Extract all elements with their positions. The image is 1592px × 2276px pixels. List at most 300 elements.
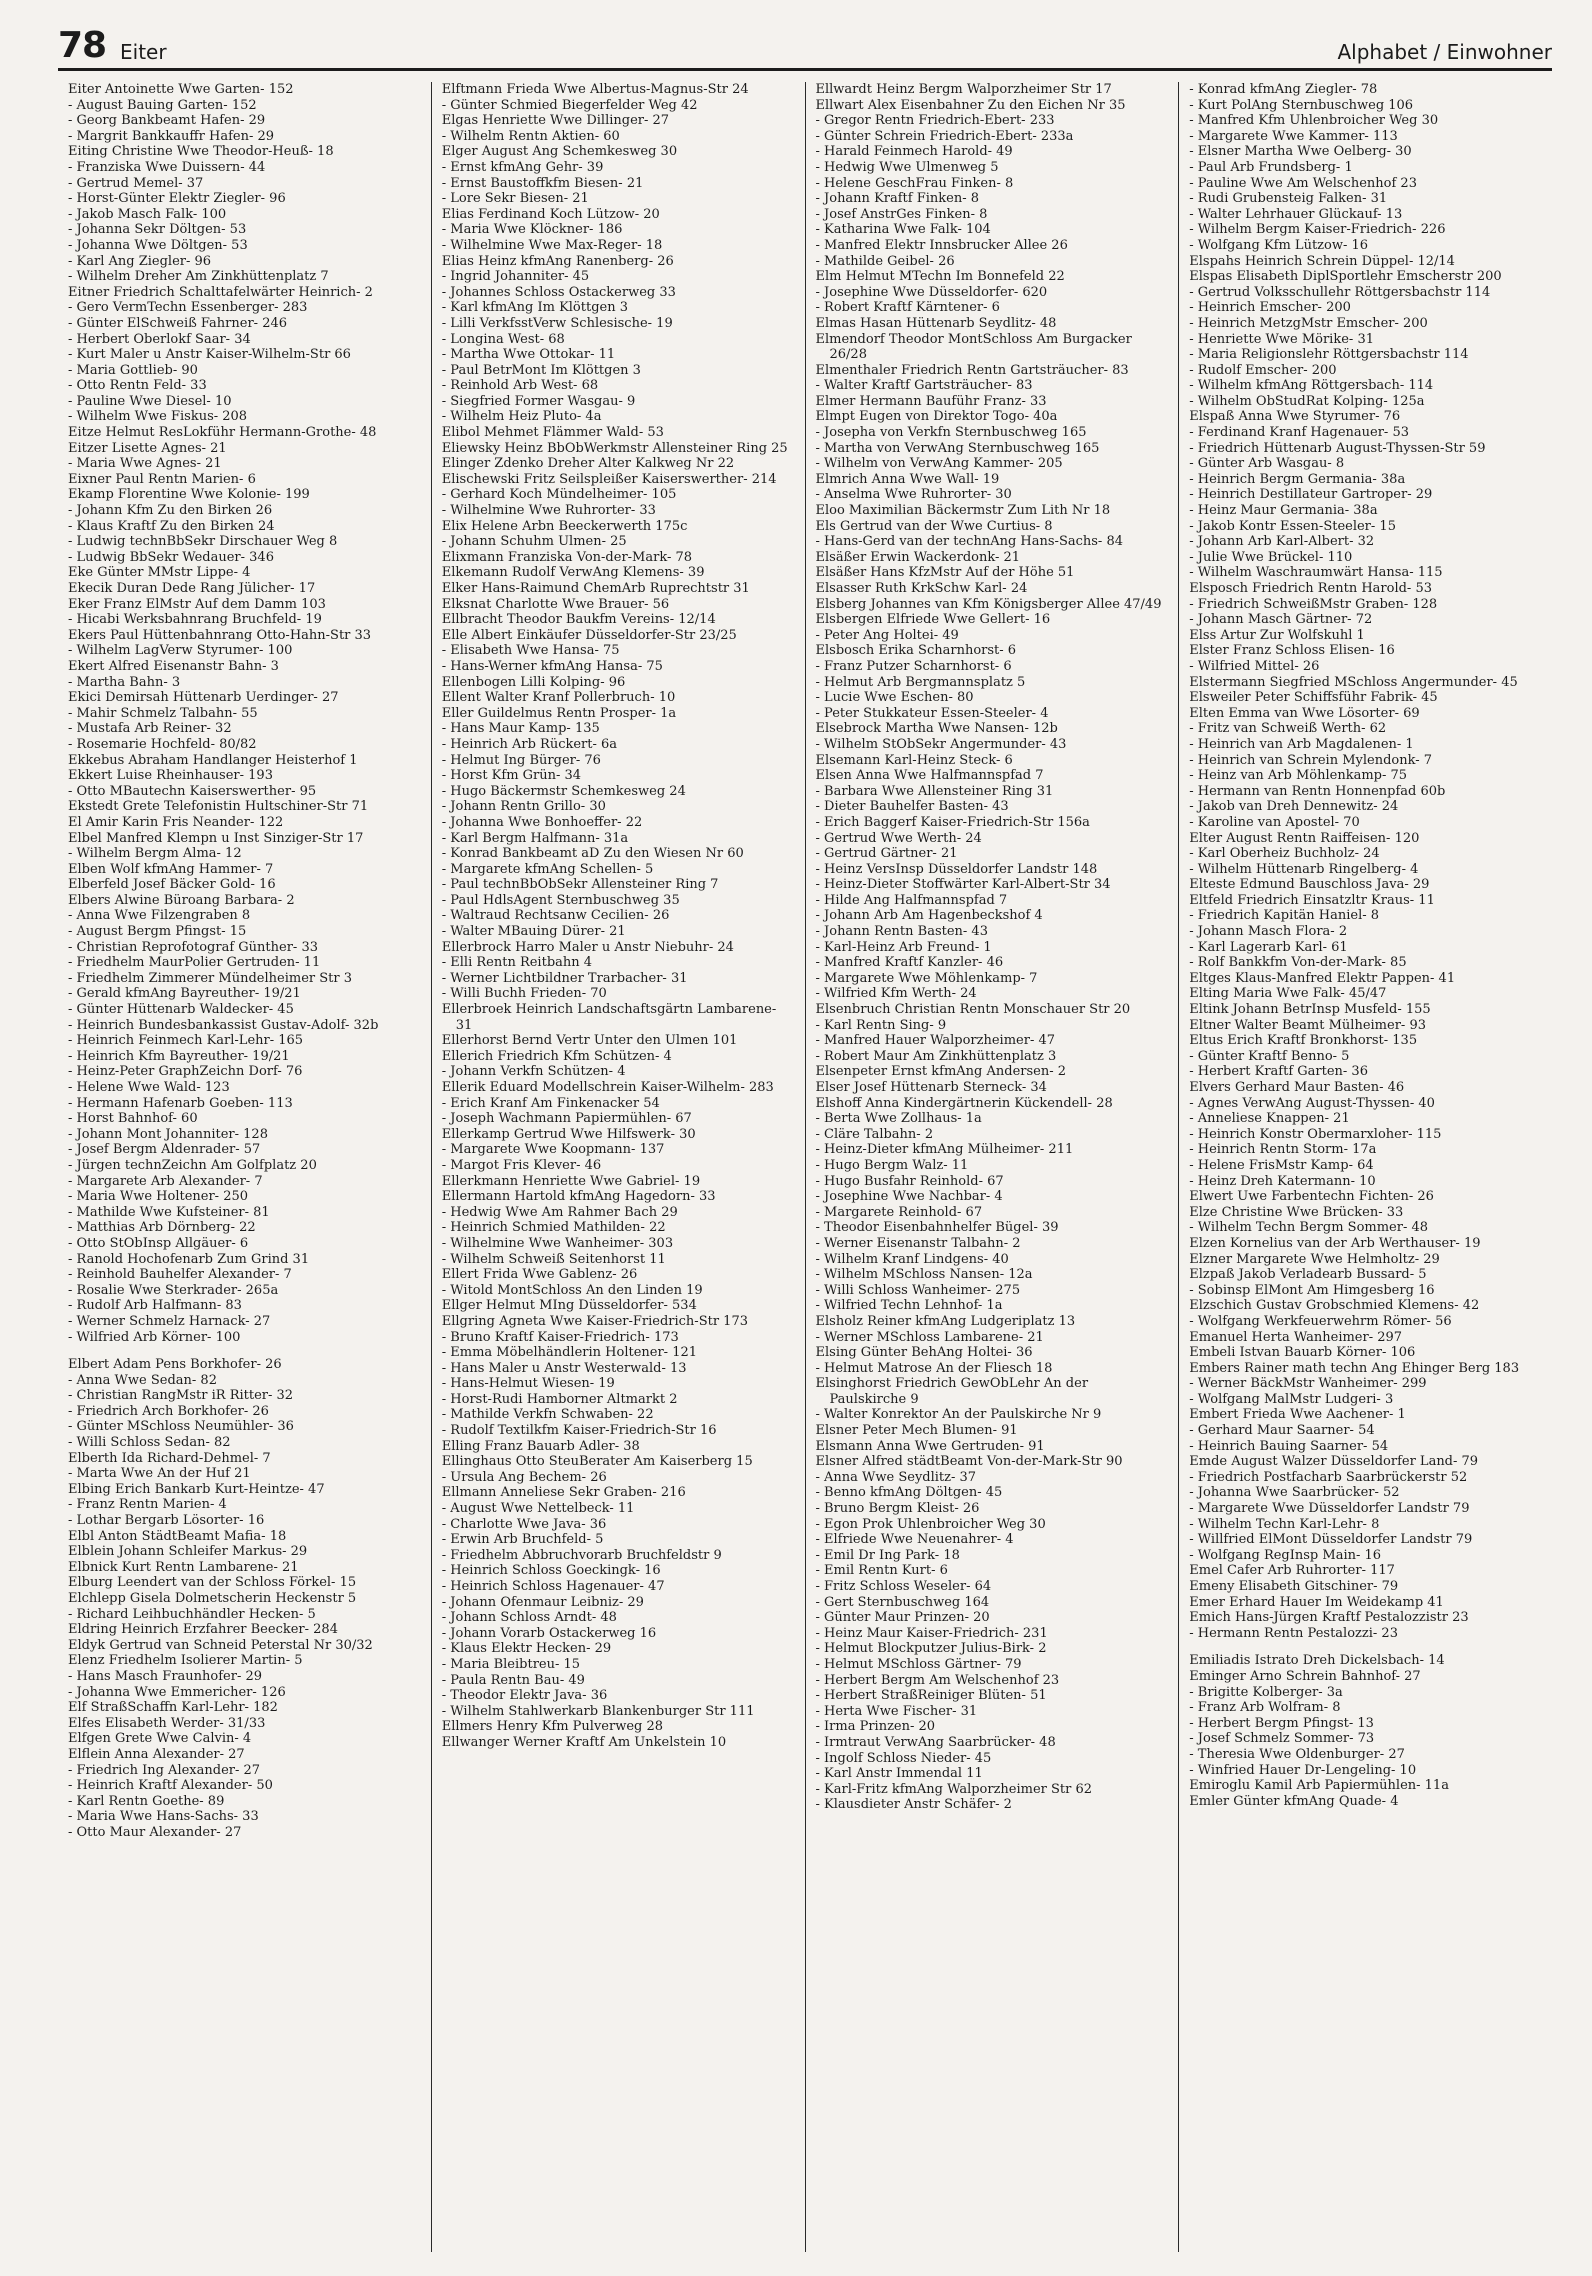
- directory-sub-entry: - Martha Bahn- 3: [68, 674, 181, 690]
- directory-sub-entry: - Josef Schmelz Sommer- 73: [1189, 1731, 1375, 1747]
- directory-entry: Elkemann Rudolf VerwAng Klemens- 39: [441, 565, 705, 581]
- directory-sub-entry: - Heinrich Emscher- 200: [1189, 300, 1351, 316]
- directory-sub-entry: - Heinrich Bergm Germania- 38a: [1189, 471, 1406, 487]
- directory-entry: Elberth Ida Richard-Dehmel- 7: [68, 1450, 271, 1466]
- directory-sub-entry: - Hicabi Werksbahnrang Bruchfeld- 19: [68, 612, 322, 628]
- directory-sub-entry: - Paula Rentn Bau- 49: [441, 1672, 585, 1688]
- directory-sub-entry: - Hermann Rentn Pestalozzi- 23: [1189, 1625, 1398, 1641]
- directory-entry: Elbel Manfred Klempn u Inst Sinziger-Str 17: [68, 830, 364, 846]
- directory-entry: Ekici Demirsah Hüttenarb Uerdinger- 27: [68, 690, 339, 706]
- directory-sub-entry: - Karl Oberheiz Buchholz- 24: [1189, 846, 1380, 862]
- directory-sub-entry: - Wilhelm Kranf Lindgens- 40: [815, 1251, 1009, 1267]
- directory-sub-entry: - Hedwig Wwe Ulmenweg 5: [815, 159, 999, 175]
- directory-sub-entry: - Wilhelm MSchloss Nansen- 12a: [815, 1267, 1033, 1283]
- directory-sub-entry: - Barbara Wwe Allensteiner Ring 31: [815, 783, 1054, 799]
- directory-entry: Elinger Zdenko Dreher Alter Kalkweg Nr 22: [441, 456, 735, 472]
- directory-entry: Elftmann Frieda Wwe Albertus-Magnus-Str 24: [441, 82, 749, 97]
- directory-entry: Ellinghaus Otto SteuBerater Am Kaiserberg 15: [441, 1454, 753, 1470]
- directory-sub-entry: - Johann Arb Karl-Albert- 32: [1189, 534, 1375, 550]
- directory-sub-entry: - Paul HdlsAgent Sternbuschweg 35: [441, 892, 680, 908]
- directory-entry: Elger August Ang Schemkesweg 30: [441, 144, 678, 160]
- directory-entry: Elspaß Anna Wwe Styrumer- 76: [1189, 409, 1401, 425]
- directory-entry: Ellerhorst Bernd Vertr Unter den Ulmen 101: [441, 1033, 738, 1049]
- directory-sub-entry: - Johann Rentn Grillo- 30: [441, 799, 606, 815]
- directory-sub-entry: - Siegfried Former Wasgau- 9: [441, 393, 636, 409]
- directory-sub-entry: - Manfred Kfm Uhlenbroicher Weg 30: [1189, 113, 1439, 129]
- directory-entry: Eitner Friedrich Schalttafelwärter Heinrich- 2: [68, 284, 373, 300]
- entry-gap: [1189, 1641, 1542, 1653]
- directory-entry: Ellwart Alex Eisenbahner Zu den Eichen Nr 35: [815, 97, 1126, 113]
- directory-entry: Ellgring Agneta Wwe Kaiser-Friedrich-Str 173: [441, 1313, 748, 1329]
- directory-entry: Elias Ferdinand Koch Lützow- 20: [441, 206, 660, 222]
- directory-sub-entry: - Heinrich Destillateur Gartroper- 29: [1189, 487, 1433, 503]
- directory-sub-entry: - Christian Reprofotograf Günther- 33: [68, 939, 318, 955]
- directory-sub-entry: - Wilhelmine Wwe Max-Reger- 18: [441, 237, 663, 253]
- directory-entry: Eitzer Lisette Agnes- 21: [68, 440, 227, 456]
- directory-sub-entry: - Otto MBautechn Kaiserswerther- 95: [68, 783, 317, 799]
- directory-entry: Elsing Günter BehAng Holtei- 36: [815, 1345, 1033, 1361]
- directory-sub-entry: - Wilhelm Stahlwerkarb Blankenburger Str 111: [441, 1703, 755, 1719]
- directory-entry: Elsäßer Erwin Wackerdonk- 21: [815, 549, 1021, 565]
- directory-entry: Elze Christine Wwe Brücken- 33: [1189, 1204, 1404, 1220]
- directory-sub-entry: - Reinhold Bauhelfer Alexander- 7: [68, 1267, 292, 1283]
- directory-sub-entry: - Herbert Oberlokf Saar- 34: [68, 331, 251, 347]
- directory-sub-entry: - Maria Gottlieb- 90: [68, 362, 198, 378]
- directory-sub-entry: - Helmut Arb Bergmannsplatz 5: [815, 674, 1026, 690]
- directory-sub-entry: - Josef Bergm Aldenrader- 57: [68, 1142, 261, 1158]
- directory-sub-entry: - Rolf Bankkfm Von-der-Mark- 85: [1189, 955, 1407, 971]
- directory-sub-entry: - Gertrud Gärtner- 21: [815, 846, 958, 862]
- directory-sub-entry: - Ingrid Johanniter- 45: [441, 269, 590, 285]
- directory-sub-entry: - Gregor Rentn Friedrich-Ebert- 233: [815, 113, 1055, 129]
- directory-sub-entry: - Mahir Schmelz Talbahn- 55: [68, 705, 258, 721]
- directory-sub-entry: - Henriette Wwe Mörike- 31: [1189, 331, 1374, 347]
- directory-sub-entry: - Richard Leihbuchhändler Hecken- 5: [68, 1606, 316, 1622]
- directory-sub-entry: - Friedhelm Abbruchvorarb Bruchfeldstr 9: [441, 1547, 722, 1563]
- directory-entry: Emiroglu Kamil Arb Papiermühlen- 11a: [1189, 1778, 1449, 1794]
- directory-sub-entry: - Wolfgang Kfm Lützow- 16: [1189, 237, 1369, 253]
- directory-sub-entry: - Mustafa Arb Reiner- 32: [68, 721, 232, 737]
- directory-sub-entry: - Heinrich Konstr Obermarxloher- 115: [1189, 1126, 1442, 1142]
- directory-entry: Els Gertrud van der Wwe Curtius- 8: [815, 518, 1053, 534]
- directory-sub-entry: - Charlotte Wwe Java- 36: [441, 1516, 607, 1532]
- directory-sub-entry: - Robert Kraftf Kärntener- 6: [815, 300, 1000, 316]
- directory-sub-entry: - Friedhelm Zimmerer Mündelheimer Str 3: [68, 970, 352, 986]
- directory-sub-entry: - Lilli VerkfsstVerw Schlesische- 19: [441, 315, 673, 331]
- directory-entry: Ellerbroek Heinrich Landschaftsgärtn Lambarene- 31: [441, 1002, 777, 1033]
- directory-sub-entry: - Wilhelm Schweiß Seitenhorst 11: [441, 1251, 666, 1267]
- directory-sub-entry: - Winfried Hauer Dr-Lengeling- 10: [1189, 1762, 1417, 1778]
- directory-sub-entry: - Harald Feinmech Harold- 49: [815, 144, 1013, 160]
- directory-entry: Elberfeld Josef Bäcker Gold- 16: [68, 877, 276, 893]
- directory-sub-entry: - Franz Rentn Marien- 4: [68, 1497, 227, 1513]
- directory-sub-entry: - Franz Putzer Scharnhorst- 6: [815, 658, 1012, 674]
- directory-sub-entry: - Hermann van Rentn Honnenpfad 60b: [1189, 783, 1446, 799]
- directory-sub-entry: - Egon Prok Uhlenbroicher Weg 30: [815, 1516, 1046, 1532]
- directory-sub-entry: - Margrit Bankkauffr Hafen- 29: [68, 128, 275, 144]
- directory-sub-entry: - Paul technBbObSekr Allensteiner Ring 7: [441, 877, 719, 893]
- directory-sub-entry: - Katharina Wwe Falk- 104: [815, 222, 991, 238]
- directory-columns: [58, 82, 1552, 2252]
- directory-sub-entry: - Gert Sternbuschweg 164: [815, 1594, 990, 1610]
- directory-entry: Ekkebus Abraham Handlanger Heisterhof 1: [68, 752, 358, 768]
- directory-sub-entry: - Gertrud Volksschullehr Röttgersbachstr 114: [1189, 284, 1491, 300]
- directory-entry: Elstermann Siegfried MSchloss Angermunder- 45: [1189, 674, 1518, 690]
- directory-sub-entry: - Jakob Masch Falk- 100: [68, 206, 227, 222]
- directory-sub-entry: - Wilfried Kfm Werth- 24: [815, 986, 977, 1002]
- directory-sub-entry: - Kurt PolAng Sternbuschweg 106: [1189, 97, 1414, 113]
- directory-sub-entry: - Pauline Wwe Am Welschenhof 23: [1189, 175, 1417, 191]
- directory-sub-entry: - Wilhelm Waschraumwärt Hansa- 115: [1189, 565, 1443, 581]
- directory-sub-entry: - Heinrich Feinmech Karl-Lehr- 165: [68, 1033, 304, 1049]
- directory-sub-entry: - Karl Rentn Sing- 9: [815, 1017, 947, 1033]
- directory-sub-entry: - Karl Lagerarb Karl- 61: [1189, 939, 1348, 955]
- directory-sub-entry: - Christian RangMstr iR Ritter- 32: [68, 1388, 294, 1404]
- directory-entry: Elteste Edmund Bauschloss Java- 29: [1189, 877, 1430, 893]
- directory-sub-entry: - Elli Rentn Reitbahn 4: [441, 955, 593, 971]
- directory-sub-entry: - Konrad kfmAng Ziegler- 78: [1189, 82, 1378, 97]
- directory-entry: Emich Hans-Jürgen Kraftf Pestalozzistr 23: [1189, 1610, 1469, 1626]
- directory-sub-entry: - Ludwig technBbSekr Dirschauer Weg 8: [68, 534, 338, 550]
- directory-entry: Eminger Arno Schrein Bahnhof- 27: [1189, 1668, 1421, 1684]
- directory-entry: Elss Artur Zur Wolfskuhl 1: [1189, 627, 1365, 643]
- directory-sub-entry: - Elisabeth Wwe Hansa- 75: [441, 643, 620, 659]
- directory-sub-entry: - Wilfried Arb Körner- 100: [68, 1329, 241, 1345]
- directory-sub-entry: - Waltraud Rechtsanw Cecilien- 26: [441, 908, 670, 924]
- directory-sub-entry: - Gerhard Koch Mündelheimer- 105: [441, 487, 677, 503]
- directory-sub-entry: - Margarete Wwe Koopmann- 137: [441, 1142, 665, 1158]
- directory-entry: Elm Helmut MTechn Im Bonnefeld 22: [815, 269, 1065, 285]
- directory-sub-entry: - Johann Ofenmaur Leibniz- 29: [441, 1594, 644, 1610]
- directory-entry: Ellent Walter Kranf Pollerbruch- 10: [441, 690, 676, 706]
- directory-entry: Elsenbruch Christian Rentn Monschauer Str 20: [815, 1002, 1131, 1018]
- directory-entry: Ellermann Hartold kfmAng Hagedorn- 33: [441, 1189, 716, 1205]
- directory-entry: Elsbergen Elfriede Wwe Gellert- 16: [815, 612, 1051, 628]
- directory-entry: Elburg Leendert van der Schloss Förkel- 15: [68, 1575, 357, 1591]
- directory-sub-entry: - Otto Rentn Feld- 33: [68, 378, 207, 394]
- directory-entry: Embers Rainer math techn Ang Ehinger Berg 183: [1189, 1360, 1520, 1376]
- directory-sub-entry: - Lore Sekr Biesen- 21: [441, 191, 589, 207]
- directory-sub-entry: - Rudolf Emscher- 200: [1189, 362, 1337, 378]
- directory-sub-entry: - Ernst kfmAng Gehr- 39: [441, 159, 604, 175]
- directory-sub-entry: - Karl Ang Ziegler- 96: [68, 253, 212, 269]
- directory-sub-entry: - Johann Arb Am Hagenbeckshof 4: [815, 908, 1043, 924]
- directory-sub-entry: - Heinz-Dieter kfmAng Mülheimer- 211: [815, 1142, 1074, 1158]
- directory-entry: Ellbracht Theodor Baukfm Vereins- 12/14: [441, 612, 716, 628]
- directory-entry: Elster Franz Schloss Elisen- 16: [1189, 643, 1395, 659]
- directory-entry: Elf StraßSchaffn Karl-Lehr- 182: [68, 1700, 278, 1716]
- directory-entry: Emer Erhard Hauer Im Weidekamp 41: [1189, 1594, 1444, 1610]
- directory-sub-entry: - Heinz Maur Germania- 38a: [1189, 503, 1378, 519]
- directory-sub-entry: - Martha Wwe Ottokar- 11: [441, 347, 616, 363]
- directory-sub-entry: - Johann Rentn Basten- 43: [815, 924, 988, 940]
- directory-sub-entry: - Hugo Bäckermstr Schemkesweg 24: [441, 783, 686, 799]
- directory-entry: Ekecik Duran Dede Rang Jülicher- 17: [68, 581, 316, 596]
- directory-sub-entry: - Kurt Maler u Anstr Kaiser-Wilhelm-Str 66: [68, 347, 351, 363]
- directory-sub-entry: - Günter Maur Prinzen- 20: [815, 1610, 990, 1626]
- directory-sub-entry: - Johann Verkfn Schützen- 4: [441, 1064, 626, 1080]
- directory-entry: Emanuel Herta Wanheimer- 297: [1189, 1329, 1403, 1345]
- directory-entry: Elmendorf Theodor MontSchloss Am Burgacker 26/28: [815, 331, 1132, 363]
- directory-sub-entry: - Wilhelm Dreher Am Zinkhüttenplatz 7: [68, 269, 329, 285]
- directory-sub-entry: - Peter Ang Holtei- 49: [815, 627, 959, 643]
- directory-entry: Elzschich Gustav Grobschmied Klemens- 42: [1189, 1298, 1480, 1314]
- directory-sub-entry: - Ludwig BbSekr Wedauer- 346: [68, 549, 274, 565]
- column-2: [431, 82, 805, 2252]
- directory-sub-entry: - Rosemarie Hochfeld- 80/82: [68, 736, 257, 752]
- directory-entry: Elsebrock Martha Wwe Nansen- 12b: [815, 721, 1058, 737]
- directory-entry: Elbnick Kurt Rentn Lambarene- 21: [68, 1559, 299, 1575]
- directory-entry: Elsposch Friedrich Rentn Harold- 53: [1189, 581, 1432, 596]
- directory-sub-entry: - Gertrud Memel- 37: [68, 175, 204, 191]
- directory-sub-entry: - Johanna Wwe Döltgen- 53: [68, 237, 248, 253]
- directory-entry: Ellerkmann Henriette Wwe Gabriel- 19: [441, 1173, 701, 1189]
- column-4: [1178, 82, 1552, 2252]
- directory-sub-entry: - Konrad Bankbeamt aD Zu den Wiesen Nr 60: [441, 846, 744, 862]
- directory-entry: Elvers Gerhard Maur Basten- 46: [1189, 1080, 1405, 1095]
- directory-sub-entry: - Rudi Grubensteig Falken- 31: [1189, 191, 1388, 207]
- directory-entry: Elmpt Eugen von Direktor Togo- 40a: [815, 409, 1058, 425]
- directory-sub-entry: - Gero VermTechn Essenberger- 283: [68, 300, 308, 316]
- directory-sub-entry: - Franziska Wwe Duissern- 44: [68, 159, 266, 175]
- directory-entry: Elspas Elisabeth DiplSportlehr Emscherstr 200: [1189, 269, 1502, 285]
- directory-sub-entry: - Otto Maur Alexander- 27: [68, 1824, 242, 1840]
- directory-entry: Elflein Anna Alexander- 27: [68, 1746, 245, 1762]
- directory-sub-entry: - Manfred Elektr Innsbrucker Allee 26: [815, 237, 1068, 253]
- directory-sub-entry: - Gertrud Wwe Werth- 24: [815, 830, 982, 846]
- directory-entry: Emel Cafer Arb Ruhrorter- 117: [1189, 1563, 1395, 1579]
- directory-entry: Eller Guildelmus Rentn Prosper- 1a: [441, 705, 677, 721]
- directory-sub-entry: - Johanna Wwe Saarbrücker- 52: [1189, 1485, 1400, 1501]
- directory-entry: Elspahs Heinrich Schrein Düppel- 12/14: [1189, 253, 1455, 269]
- directory-entry: Ellert Frida Wwe Gablenz- 26: [441, 1267, 638, 1283]
- directory-sub-entry: - Horst Bahnhof- 60: [68, 1111, 198, 1127]
- directory-sub-entry: - Margarete Wwe Düsseldorfer Landstr 79: [1189, 1501, 1470, 1517]
- directory-entry: Elgas Henriette Wwe Dillinger- 27: [441, 113, 670, 129]
- directory-sub-entry: - Anselma Wwe Ruhrorter- 30: [815, 487, 1012, 503]
- directory-entry: Elsäßer Hans KfzMstr Auf der Höhe 51: [815, 565, 1075, 581]
- directory-sub-entry: - Wilhelm StObSekr Angermunder- 43: [815, 736, 1067, 752]
- directory-entry: Elblein Johann Schleifer Markus- 29: [68, 1544, 308, 1560]
- directory-sub-entry: - Horst-Rudi Hamborner Altmarkt 2: [441, 1391, 678, 1407]
- directory-sub-entry: - Werner BäckMstr Wanheimer- 299: [1189, 1376, 1427, 1392]
- directory-sub-entry: - Jakob Kontr Essen-Steeler- 15: [1189, 518, 1396, 534]
- directory-sub-entry: - Günter Schrein Friedrich-Ebert- 233a: [815, 128, 1074, 144]
- column-3: [805, 82, 1179, 2252]
- directory-sub-entry: - Longina West- 68: [441, 331, 565, 347]
- directory-sub-entry: - Wilhelm Techn Bergm Sommer- 48: [1189, 1220, 1429, 1236]
- directory-sub-entry: - Hans Maur Kamp- 135: [441, 721, 600, 737]
- directory-sub-entry: - Johannes Schloss Ostackerweg 33: [441, 284, 676, 300]
- directory-sub-entry: - Maria Wwe Holtener- 250: [68, 1189, 249, 1205]
- directory-entry: Elix Helene Arbn Beeckerwerth 175c: [441, 518, 688, 534]
- directory-sub-entry: - Helmut Blockputzer Julius-Birk- 2: [815, 1641, 1047, 1657]
- directory-entry: Ellwanger Werner Kraftf Am Unkelstein 10: [441, 1734, 727, 1750]
- directory-sub-entry: - Helene Wwe Wald- 123: [68, 1080, 230, 1095]
- directory-sub-entry: - Helmut Ing Bürger- 76: [441, 752, 601, 768]
- directory-entry: Elbers Alwine Büroang Barbara- 2: [68, 892, 295, 908]
- directory-sub-entry: - Peter Stukkateur Essen-Steeler- 4: [815, 705, 1049, 721]
- directory-sub-entry: - Heinrich Bundesbankassist Gustav-Adolf- 32b: [68, 1017, 379, 1033]
- directory-sub-entry: - Margarete kfmAng Schellen- 5: [441, 861, 654, 877]
- directory-sub-entry: - Herbert Bergm Pfingst- 13: [1189, 1715, 1374, 1731]
- directory-entry: Elsweiler Peter Schiffsführ Fabrik- 45: [1189, 690, 1438, 706]
- directory-sub-entry: - Helene GeschFrau Finken- 8: [815, 175, 1014, 191]
- directory-sub-entry: - Ranold Hochofenarb Zum Grind 31: [68, 1251, 310, 1267]
- directory-sub-entry: - Herbert Kraftf Garten- 36: [1189, 1064, 1368, 1080]
- directory-sub-entry: - Brigitte Kolberger- 3a: [1189, 1684, 1343, 1700]
- directory-sub-entry: - Hugo Busfahr Reinhold- 67: [815, 1173, 1004, 1189]
- directory-entry: Ellerbrock Harro Maler u Anstr Niebuhr- 24: [441, 939, 734, 955]
- directory-entry: Ellenbogen Lilli Kolping- 96: [441, 674, 626, 690]
- directory-entry: Eltges Klaus-Manfred Elektr Pappen- 41: [1189, 970, 1456, 986]
- page-number: 78: [58, 25, 107, 66]
- directory-sub-entry: - Ernst Baustoffkfm Biesen- 21: [441, 175, 644, 191]
- directory-sub-entry: - Lucie Wwe Eschen- 80: [815, 690, 974, 706]
- directory-sub-entry: - Josepha von Verkfn Sternbuschweg 165: [815, 425, 1087, 441]
- directory-sub-entry: - Wolfgang Werkfeuerwehrm Römer- 56: [1189, 1313, 1452, 1329]
- directory-sub-entry: - Johann Masch Gärtner- 72: [1189, 612, 1373, 628]
- directory-sub-entry: - Friedrich SchweißMstr Graben- 128: [1189, 596, 1438, 612]
- directory-entry: Elias Heinz kfmAng Ranenberg- 26: [441, 253, 674, 269]
- directory-entry: Ellerich Friedrich Kfm Schützen- 4: [441, 1048, 672, 1064]
- directory-entry: Elibol Mehmet Flämmer Wald- 53: [441, 425, 664, 441]
- directory-sub-entry: - Klaus Kraftf Zu den Birken 24: [68, 518, 275, 534]
- directory-sub-entry: - Karoline van Apostel- 70: [1189, 814, 1360, 830]
- directory-sub-entry: - Ferdinand Kranf Hagenauer- 53: [1189, 425, 1409, 441]
- directory-sub-entry: - Wolfgang RegInsp Main- 16: [1189, 1547, 1382, 1563]
- directory-entry: Elter August Rentn Raiffeisen- 120: [1189, 830, 1420, 846]
- directory-sub-entry: - Friedrich Postfacharb Saarbrückerstr 52: [1189, 1469, 1468, 1485]
- directory-sub-entry: - August Bauing Garten- 152: [68, 97, 257, 113]
- directory-entry: Elischewski Fritz Seilspleißer Kaiserswerther- 214: [441, 471, 777, 487]
- directory-sub-entry: - Hugo Bergm Walz- 11: [815, 1157, 969, 1173]
- directory-sub-entry: - Otto StObInsp Allgäuer- 6: [68, 1235, 249, 1251]
- directory-entry: Elten Emma van Wwe Lösorter- 69: [1189, 705, 1420, 721]
- directory-entry: Elsmann Anna Wwe Gertruden- 91: [815, 1438, 1045, 1454]
- directory-sub-entry: - Heinrich Schmied Mathilden- 22: [441, 1220, 666, 1236]
- directory-sub-entry: - Hedwig Wwe Am Rahmer Bach 29: [441, 1204, 678, 1220]
- directory-sub-entry: - Heinz-Peter GraphZeichn Dorf- 76: [68, 1064, 303, 1080]
- directory-sub-entry: - Heinrich van Arb Magdalenen- 1: [1189, 736, 1414, 752]
- directory-entry: Eldring Heinrich Erzfahrer Beecker- 284: [68, 1622, 338, 1638]
- directory-sub-entry: - Erich Baggerf Kaiser-Friedrich-Str 156a: [815, 814, 1090, 830]
- directory-entry: Emde August Walzer Düsseldorfer Land- 79: [1189, 1454, 1479, 1470]
- directory-entry: Elbing Erich Bankarb Kurt-Heintze- 47: [68, 1481, 325, 1497]
- directory-sub-entry: - Hans Masch Fraunhofer- 29: [68, 1668, 263, 1684]
- directory-entry: Elker Hans-Raimund ChemArb Ruprechtstr 31: [441, 581, 750, 596]
- directory-entry: Eldyk Gertrud van Schneid Peterstal Nr 30/32: [68, 1637, 373, 1653]
- directory-sub-entry: - Friedrich Arch Borkhofer- 26: [68, 1403, 269, 1419]
- directory-entry: Eltink Johann BetrInsp Musfeld- 155: [1189, 1002, 1431, 1018]
- directory-sub-entry: - Fritz Schloss Weseler- 64: [815, 1579, 992, 1594]
- directory-sub-entry: - Agnes VerwAng August-Thyssen- 40: [1189, 1095, 1435, 1111]
- directory-sub-entry: - Heinrich Arb Rückert- 6a: [441, 736, 618, 752]
- directory-sub-entry: - Josephine Wwe Nachbar- 4: [815, 1189, 1003, 1205]
- directory-sub-entry: - Horst-Günter Elektr Ziegler- 96: [68, 191, 286, 207]
- directory-sub-entry: - Wilhelm Heiz Pluto- 4a: [441, 409, 602, 425]
- directory-sub-entry: - Günter Schmied Biegerfelder Weg 42: [441, 97, 698, 113]
- directory-sub-entry: - Walter Kraftf Gartsträucher- 83: [815, 378, 1033, 394]
- directory-entry: Eltner Walter Beamt Mülheimer- 93: [1189, 1017, 1426, 1033]
- directory-sub-entry: - Hans-Gerd van der technAng Hans-Sachs- 84: [815, 534, 1123, 550]
- directory-sub-entry: - Günter Hüttenarb Waldecker- 45: [68, 1002, 294, 1018]
- directory-sub-entry: - Klaus Elektr Hecken- 29: [441, 1641, 612, 1657]
- directory-entry: Elling Franz Bauarb Adler- 38: [441, 1438, 640, 1454]
- directory-sub-entry: - Helmut MSchloss Gärtner- 79: [815, 1656, 1022, 1672]
- directory-sub-entry: - Elfriede Wwe Neuenahrer- 4: [815, 1532, 1014, 1548]
- directory-sub-entry: - Johanna Wwe Emmericher- 126: [68, 1684, 286, 1700]
- directory-sub-entry: - Benno kfmAng Döltgen- 45: [815, 1485, 1003, 1501]
- running-head: Eiter: [120, 40, 167, 64]
- directory-sub-entry: - Margarete Wwe Kammer- 113: [1189, 128, 1398, 144]
- directory-entry: Emeny Elisabeth Gitschiner- 79: [1189, 1579, 1399, 1594]
- directory-sub-entry: - Heinrich Kfm Bayreuther- 19/21: [68, 1048, 290, 1064]
- directory-sub-entry: - Maria Wwe Agnes- 21: [68, 456, 222, 472]
- directory-sub-entry: - Hans-Werner kfmAng Hansa- 75: [441, 658, 663, 674]
- directory-sub-entry: - Manfred Kraftf Kanzler- 46: [815, 955, 1004, 971]
- directory-entry: Ekstedt Grete Telefonistin Hultschiner-Str 71: [68, 799, 369, 815]
- directory-entry: Elsberg Johannes van Kfm Königsberger Allee 47/49: [815, 596, 1162, 612]
- directory-sub-entry: - Bruno Bergm Kleist- 26: [815, 1501, 980, 1517]
- directory-sub-entry: - Hermann Hafenarb Goeben- 113: [68, 1095, 293, 1111]
- directory-entry: Elsholz Reiner kfmAng Ludgeriplatz 13: [815, 1313, 1076, 1329]
- directory-entry: Ellerkamp Gertrud Wwe Hilfswerk- 30: [441, 1126, 696, 1142]
- directory-sub-entry: - Horst Kfm Grün- 34: [441, 768, 582, 784]
- directory-entry: Elsen Anna Wwe Halfmannspfad 7: [815, 768, 1044, 784]
- directory-entry: Elser Josef Hüttenarb Sterneck- 34: [815, 1080, 1047, 1095]
- directory-entry: Elfgen Grete Wwe Calvin- 4: [68, 1731, 252, 1747]
- directory-sub-entry: - Margarete Reinhold- 67: [815, 1204, 983, 1220]
- directory-sub-entry: - Johann Vorarb Ostackerweg 16: [441, 1625, 657, 1641]
- directory-sub-entry: - Elsner Martha Wwe Oelberg- 30: [1189, 144, 1412, 160]
- directory-entry: Ellmann Anneliese Sekr Graben- 216: [441, 1485, 686, 1501]
- directory-sub-entry: - Friedrich Kapitän Haniel- 8: [1189, 908, 1380, 924]
- directory-sub-entry: - Berta Wwe Zollhaus- 1a: [815, 1111, 982, 1127]
- directory-entry: Elsner Alfred städtBeamt Von-der-Mark-Str 90: [815, 1454, 1123, 1470]
- directory-sub-entry: - Karl-Fritz kfmAng Walporzheimer Str 62: [815, 1781, 1093, 1797]
- directory-sub-entry: - Wilhelm Wwe Fiskus- 208: [68, 409, 248, 425]
- directory-entry: Elzpaß Jakob Verladearb Bussard- 5: [1189, 1267, 1427, 1283]
- directory-sub-entry: - Walter MBauing Dürer- 21: [441, 924, 626, 940]
- directory-sub-entry: - Irma Prinzen- 20: [815, 1719, 936, 1735]
- directory-sub-entry: - Willi Buchh Frieden- 70: [441, 986, 607, 1002]
- directory-sub-entry: - Maria Religionslehr Röttgersbachstr 114: [1189, 347, 1469, 363]
- directory-sub-entry: - Margarete Wwe Möhlenkamp- 7: [815, 970, 1038, 986]
- directory-sub-entry: - August Bergm Pfingst- 15: [68, 924, 247, 940]
- column-1: [58, 82, 431, 2252]
- directory-sub-entry: - Paul Arb Frundsberg- 1: [1189, 159, 1353, 175]
- directory-entry: Elben Wolf kfmAng Hammer- 7: [68, 861, 274, 877]
- directory-sub-entry: - Maria Wwe Klöckner- 186: [441, 222, 623, 238]
- directory-entry: Eltfeld Friedrich Einsatzltr Kraus- 11: [1189, 892, 1435, 908]
- directory-sub-entry: - Friedrich Hüttenarb August-Thyssen-Str 59: [1189, 440, 1486, 456]
- directory-sub-entry: - Friedrich Ing Alexander- 27: [68, 1762, 261, 1778]
- directory-entry: Elsbosch Erika Scharnhorst- 6: [815, 643, 1017, 659]
- directory-sub-entry: - Günter MSchloss Neumühler- 36: [68, 1419, 294, 1435]
- directory-sub-entry: - Hilde Ang Halfmannspfad 7: [815, 892, 1008, 908]
- directory-sub-entry: - Maria Wwe Hans-Sachs- 33: [68, 1809, 259, 1825]
- directory-sub-entry: - Anna Wwe Sedan- 82: [68, 1372, 217, 1388]
- directory-entry: Elmrich Anna Wwe Wall- 19: [815, 471, 1000, 487]
- directory-entry: Eiting Christine Wwe Theodor-Heuß- 18: [68, 144, 334, 160]
- directory-entry: Elsemann Karl-Heinz Steck- 6: [815, 752, 1013, 768]
- directory-sub-entry: - Johann Mont Johanniter- 128: [68, 1126, 268, 1142]
- directory-sub-entry: - Heinz Dreh Katermann- 10: [1189, 1173, 1376, 1189]
- directory-entry: Elsinghorst Friedrich GewObLehr An der Paulskirche 9: [815, 1376, 1089, 1407]
- directory-entry: Elsner Peter Mech Blumen- 91: [815, 1423, 1018, 1439]
- directory-sub-entry: - Josephine Wwe Düsseldorfer- 620: [815, 284, 1048, 300]
